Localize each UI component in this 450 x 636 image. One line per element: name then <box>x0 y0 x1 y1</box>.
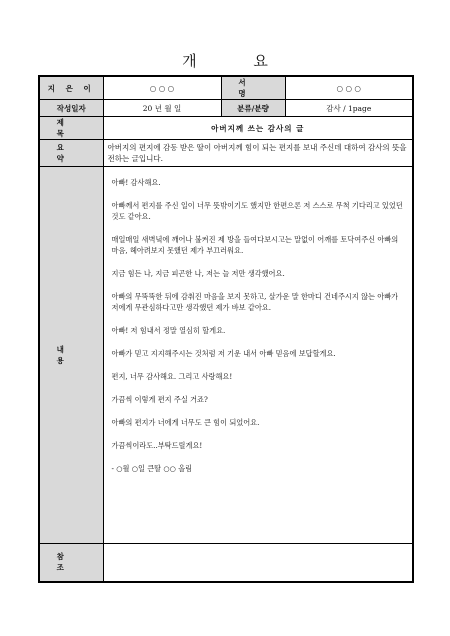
subject-label: 제 목 <box>39 117 103 140</box>
content-paragraph: 아빠의 무뚝뚝한 뒤에 감춰진 마음을 보지 못하고, 살가운 말 한마디 건네주시지 않는 아빠가 저에게 무관심하다고만 생각했던 제가 바보 같아요. <box>111 292 399 312</box>
content-paragraph: 지금 힘든 나, 지금 피곤한 나, 저는 늘 저만 생각했어요. <box>111 269 285 278</box>
document-title: 개 요 <box>182 52 294 70</box>
subject-row <box>39 117 413 140</box>
content-paragraph: 가끔씩이라도..부탁드릴게요! <box>111 441 203 450</box>
reference-label: 참 조 <box>39 544 103 582</box>
reference-row <box>39 544 413 582</box>
content-paragraph: 아빠의 편지가 너에게 너무도 큰 힘이 되었어요. <box>111 418 260 427</box>
date-row <box>39 100 413 117</box>
content-paragraph: 아빠! 저 힘내서 정말 열심히 할게요. <box>111 326 226 335</box>
content-paragraph: 편지, 너무 감사해요. 그리고 사랑해요! <box>111 372 233 381</box>
content-paragraph: 아빠가 믿고 지지해주시는 것처럼 저 기운 내서 아빠 믿음에 보답할게요. <box>111 349 336 358</box>
content-row <box>39 167 413 544</box>
name-value: ○ ○ ○ <box>285 76 413 100</box>
author-label: 지 은 이 <box>39 76 103 100</box>
summary-label: 요 약 <box>39 140 103 167</box>
summary-row <box>39 140 413 167</box>
author-value: ○ ○ ○ <box>103 76 221 100</box>
author-row <box>39 76 413 100</box>
content-paragraph: 아빠께서 편지를 주신 일이 너무 뜻밖이기도 했지만 한편으론 저 스스로 무척 기다리고 있었던 것도 같아요. <box>111 201 403 221</box>
category-value: 감사 / 1page <box>285 100 413 117</box>
summary-form <box>38 75 414 583</box>
date-label: 작성일자 <box>39 100 103 117</box>
date-value: 20 년 월 일 <box>103 100 221 117</box>
summary-value: 아버지의 편지에 감동 받은 딸이 아버지께 힘이 되는 편지를 보내 주신데 대하여 감사의 뜻을 전하는 글입니다. <box>103 140 413 167</box>
content-paragraph: 매일매일 새벽녘에 깨어나 불켜진 제 방을 들여다보시고는 말없이 어깨를 토닥여주신 아빠의 마음, 헤아려보지 못했던 제가 부끄러워요. <box>111 235 399 255</box>
subject-value: 아버지께 쓰는 감사의 글 <box>103 117 413 140</box>
content-body <box>103 167 413 544</box>
content-label: 내 용 <box>39 167 103 544</box>
content-paragraph: 가끔씩 이렇게 편지 주실 거죠? <box>111 395 208 404</box>
category-label: 분류/분량 <box>221 100 285 117</box>
name-label: 서 명 <box>221 76 285 100</box>
content-paragraph: 아빠! 감사해요. <box>111 178 161 187</box>
reference-value <box>103 544 413 582</box>
content-paragraph: - ○월 ○일 큰딸 ○○ 올림 <box>111 464 193 473</box>
